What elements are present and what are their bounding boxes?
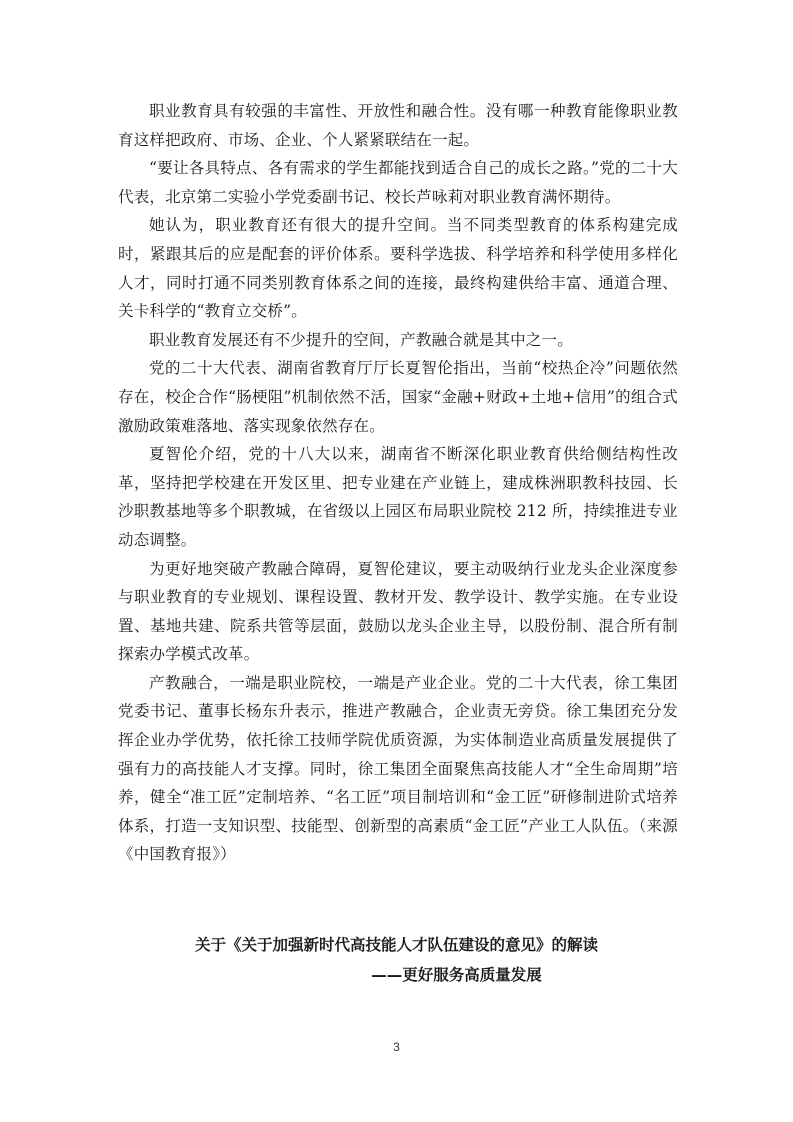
paragraph: 为更好地突破产教融合障碍，夏智伦建议，要主动吸纳行业龙头企业深度参与职业教育的专业规划、课程设置、教材开发、教学设计、教学实施。在专业设置、基地共建、院系共管等层面，鼓励以龙头企业主导，以股份制、混合所有制探索办学模式改革。: [118, 559, 678, 664]
paragraph: 党的二十大代表、湖南省教育厅厅长夏智伦指出，当前“校热企冷”问题依然存在，校企合作“肠梗阻”机制依然不活，国家“金融+财政+土地+信用”的组合式激励政策难落地、落实现象依然存在。: [118, 359, 678, 435]
paragraph: 职业教育发展还有不少提升的空间，产教融合就是其中之一。: [149, 330, 573, 349]
paragraph: 夏智伦介绍，党的十八大以来，湖南省不断深化职业教育供给侧结构性改革，坚持把学校建在开发区里、把专业建在产业链上，建成株洲职教科技园、长沙职教基地等多个职教城，在省级以上园区布局职业院校 212 所，持续推进专业动态调整。: [118, 445, 678, 549]
paragraph: 职业教育具有较强的丰富性、开放性和融合性。没有哪一种教育能像职业教育这样把政府、市场、企业、个人紧紧联结在一起。: [118, 102, 678, 149]
paragraph: 产教融合，一端是职业院校，一端是产业企业。党的二十大代表，徐工集团党委书记、董事长杨东升表示，推进产教融合，企业责无旁贷。徐工集团充分发挥企业办学优势，依托徐工技师学院优质资源，为实体制造业高质量发展提供了强有力的高技能人才支撑。同时，徐工集团全面聚焦高技能人才“全生命周期”培养，健全“准工匠”定制培养、“名工匠”项目制培训和“金工匠”研修制进阶式培养体系，打造一支知识型、技能型、创新型的高素质“金工匠”产业工人队伍。（来源《中国教育报》）: [118, 673, 678, 864]
page-number: 3: [393, 1040, 400, 1054]
article-body: [118, 97, 678, 869]
section-heading: 关于《关于加强新时代高技能人才队伍建设的意见》的解读: [194, 936, 598, 954]
paragraph: 她认为，职业教育还有很大的提升空间。当不同类型教育的体系构建完成时，紧跟其后的应是配套的评价体系。要科学选拔、科学培养和科学使用多样化人才，同时打通不同类别教育体系之间的连接，最终构建供给丰富、通道合理、关卡科学的“教育立交桥”。: [118, 216, 678, 321]
section-subheading: ——更好服务高质量发展: [371, 966, 542, 984]
paragraph: “要让各具特点、各有需求的学生都能找到适合自己的成长之路。”党的二十大代表，北京第二实验小学党委副书记、校长芦咏莉对职业教育满怀期待。: [118, 159, 678, 206]
